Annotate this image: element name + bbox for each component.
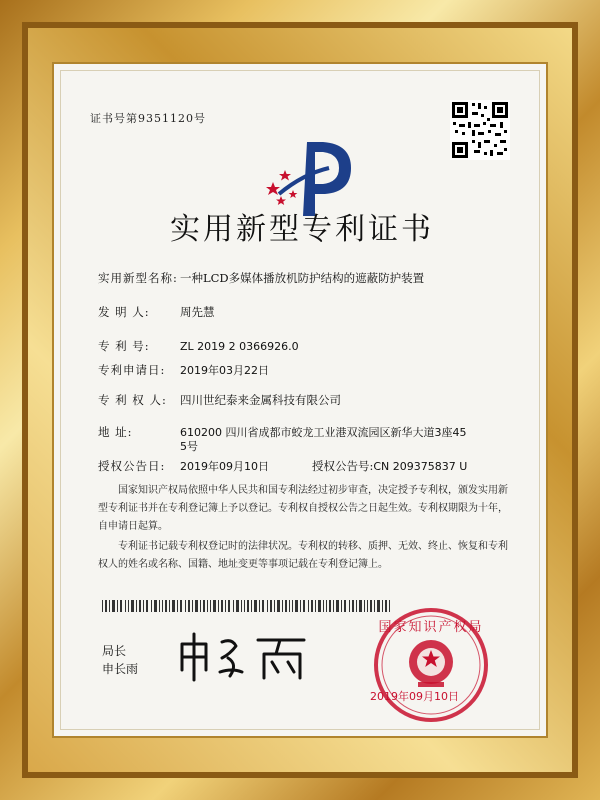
field-inventor [98, 304, 215, 320]
field-address [98, 424, 466, 440]
signer-role: 局长 [102, 644, 127, 658]
field-label: 授权公告号: [312, 459, 374, 473]
field-value: ZL 2019 2 0366926.0 [180, 340, 299, 353]
field-label: 地 址: [98, 425, 133, 439]
certificate-paper [52, 62, 548, 738]
field-label: 专利申请日: [98, 363, 166, 377]
seal-date: 2019年09月10日 [370, 690, 459, 703]
field-application-date [98, 362, 269, 378]
field-value: 610200 四川省成都市蛟龙工业港双流园区新华大道3座45 [180, 426, 467, 439]
field-label: 专 利 权 人: [98, 393, 167, 407]
certificate-number: 证书号第9351120号 [90, 112, 206, 125]
field-value: 四川世纪泰来金属科技有限公司 [180, 393, 341, 407]
address-continued: 5号 [180, 440, 198, 453]
field-grant-number [312, 458, 467, 474]
legal-paragraph-1: 国家知识产权局依照中华人民共和国专利法经过初步审查，决定授予专利权，颁发实用新型专利证书并在专利登记簿上予以登记。专利权自授权公告之日起生效。专利权期限为十年，自申请日起算。 [98, 485, 508, 532]
qr-code-icon [450, 100, 510, 160]
signer-name: 申长雨 [102, 662, 139, 676]
seal-text: 国家知识产权局 [378, 620, 484, 635]
field-name [98, 270, 424, 286]
field-patentee [98, 392, 341, 408]
field-value: 2019年03月22日 [180, 364, 269, 377]
barcode-icon [102, 600, 392, 612]
field-label: 授权公告日: [98, 459, 166, 473]
legal-paragraph-2: 专利证书记载专利权登记时的法律状况。专利权的转移、质押、无效、终止、恢复和专利权人的姓名或名称、国籍、地址变更等事项记载在专利登记簿上。 [98, 541, 508, 570]
field-grant-date [98, 458, 269, 474]
handwritten-signature [172, 624, 322, 684]
field-label: 专 利 号: [98, 339, 150, 353]
field-patent-number [98, 338, 299, 354]
field-value: 一种LCD多媒体播放机防护结构的遮蔽防护装置 [180, 271, 425, 285]
field-label: 发 明 人: [98, 305, 150, 319]
field-value: 周先慧 [180, 305, 215, 319]
field-label: 实用新型名称: [98, 271, 178, 285]
field-value: 2019年09月10日 [180, 460, 269, 473]
field-value: CN 209375837 U [373, 460, 468, 473]
certificate-title: 实用新型专利证书 [170, 212, 434, 247]
